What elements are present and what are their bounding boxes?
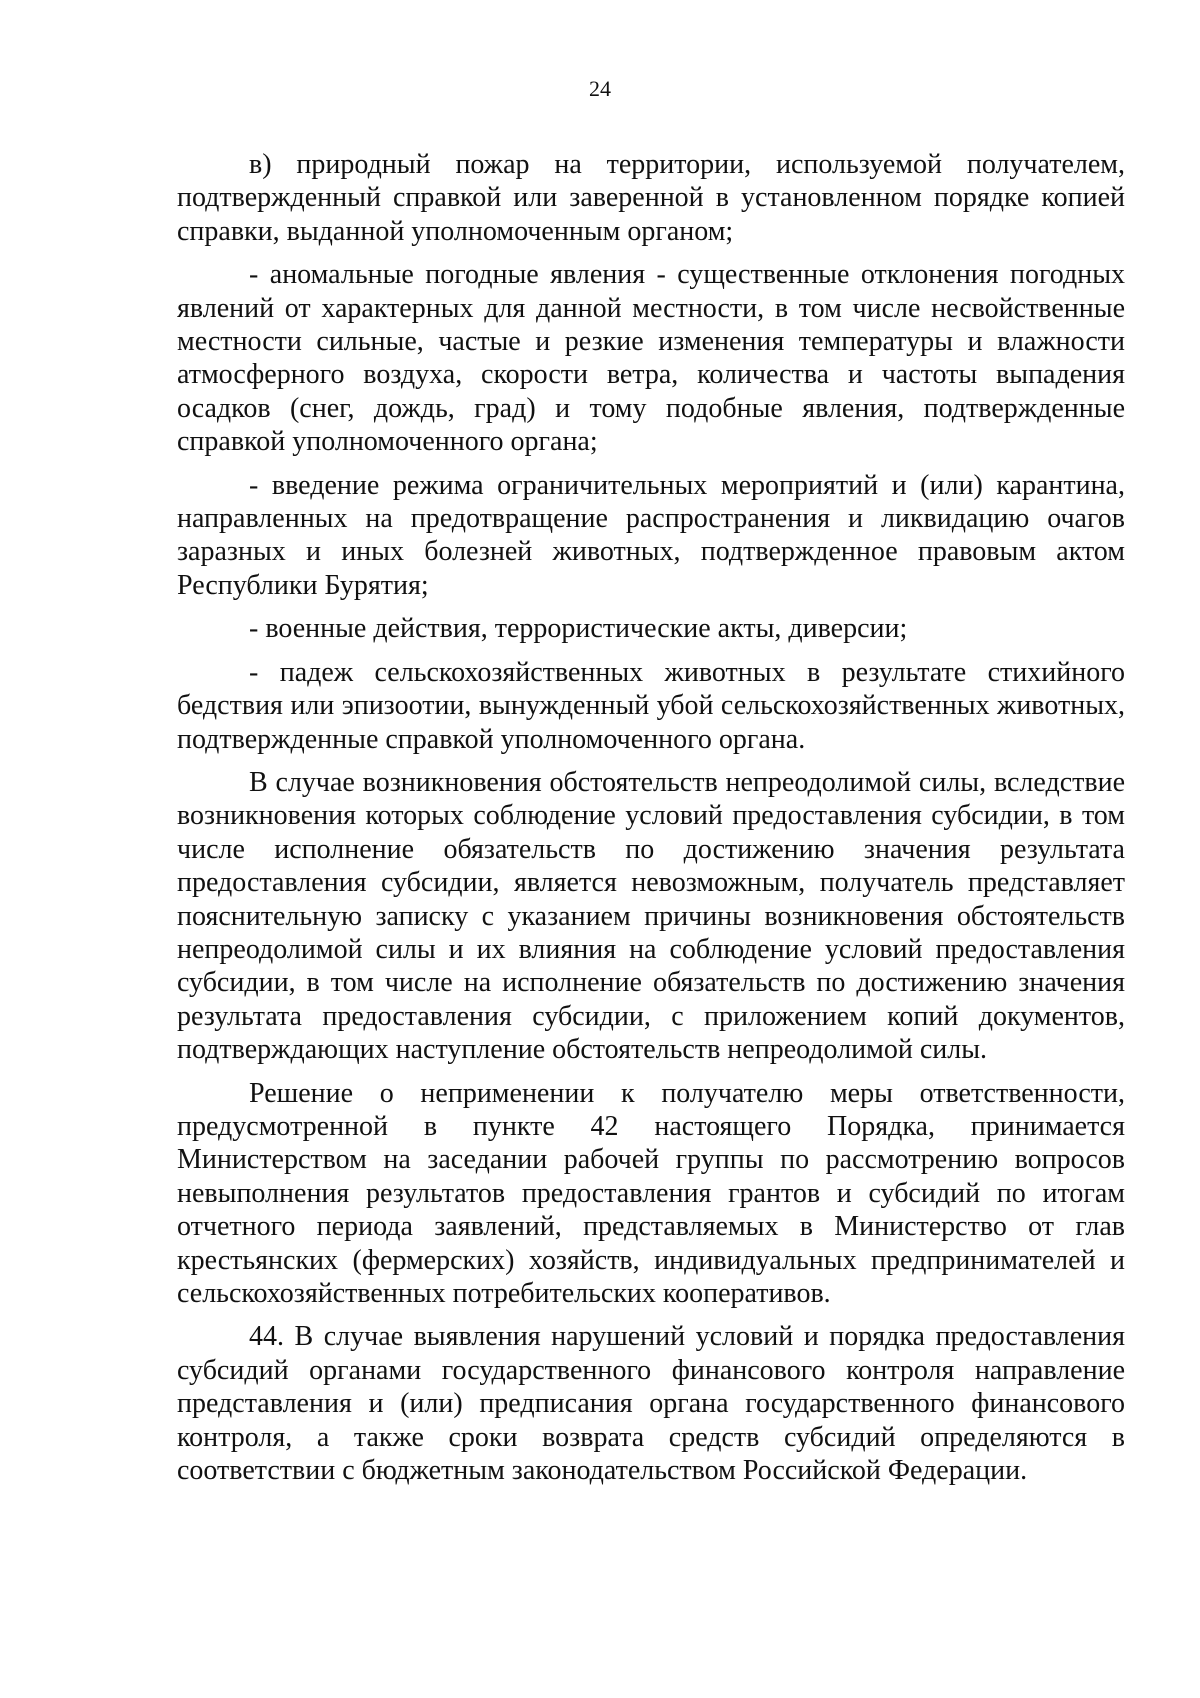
- paragraph-quarantine: - введение режима ограничительных мероприятий и (или) карантина, направленных на предотвращение распространения и ликвидацию очагов заразных и иных болезней животных, подтвержденное правовым актом Республики Бурятия;: [177, 469, 1125, 601]
- paragraph-44-violations: 44. В случае выявления нарушений условий и порядка предоставления субсидий органами государственного финансового контроля направление представления и (или) предписания органа государственного финансового контроля, а также сроки возврата средств субсидий определяются в соответствии с бюджетным законодательством Российской Федерации.: [177, 1321, 1125, 1487]
- document-body: [177, 148, 1125, 1497]
- paragraph-military-actions: - военные действия, террористические акты, диверсии;: [249, 613, 908, 645]
- paragraph-abnormal-weather: - аномальные погодные явления - существенные отклонения погодных явлений от характерных для данной местности, в том числе несвойственные местности сильные, частые и резкие изменения температуры и влажности атмосферного воздуха, скорости ветра, количества и частоты выпадения осадков (снег, дождь, град) и тому подобные явления, подтвержденные справкой уполномоченного органа;: [177, 259, 1125, 458]
- paragraph-natural-fire: в) природный пожар на территории, используемой получателем, подтвержденный справкой или заверенной в установленном порядке копией справки, выданной уполномоченным органом;: [177, 149, 1125, 247]
- paragraph-decision: Решение о неприменении к получателю меры ответственности, предусмотренной в пункте 42 настоящего Порядка, принимается Министерством на заседании рабочей группы по рассмотрению вопросов невыполнения результатов предоставления грантов и субсидий по итогам отчетного периода заявлений, представляемых в Министерство от глав крестьянских (фермерских) хозяйств, индивидуальных предпринимателей и сельскохозяйственных потребительских кооперативов.: [177, 1077, 1125, 1309]
- paragraph-force-majeure: В случае возникновения обстоятельств непреодолимой силы, вследствие возникновения которых соблюдение условий предоставления субсидии, в том числе исполнение обязательств по достижению значения результата предоставления субсидии, является невозможным, получатель представляет пояснительную записку с указанием причины возникновения обстоятельств непреодолимой силы и их влияния на соблюдение условий предоставления субсидии, в том числе на исполнение обязательств по достижению значения результата предоставления субсидии, с приложением копий документов, подтверждающих наступление обстоятельств непреодолимой силы.: [177, 766, 1125, 1066]
- page-number: 24: [589, 76, 611, 101]
- paragraph-livestock-loss: - падеж сельскохозяйственных животных в результате стихийного бедствия или эпизоотии, вынужденный убой сельскохозяйственных животных, подтвержденные справкой уполномоченного органа.: [177, 656, 1125, 755]
